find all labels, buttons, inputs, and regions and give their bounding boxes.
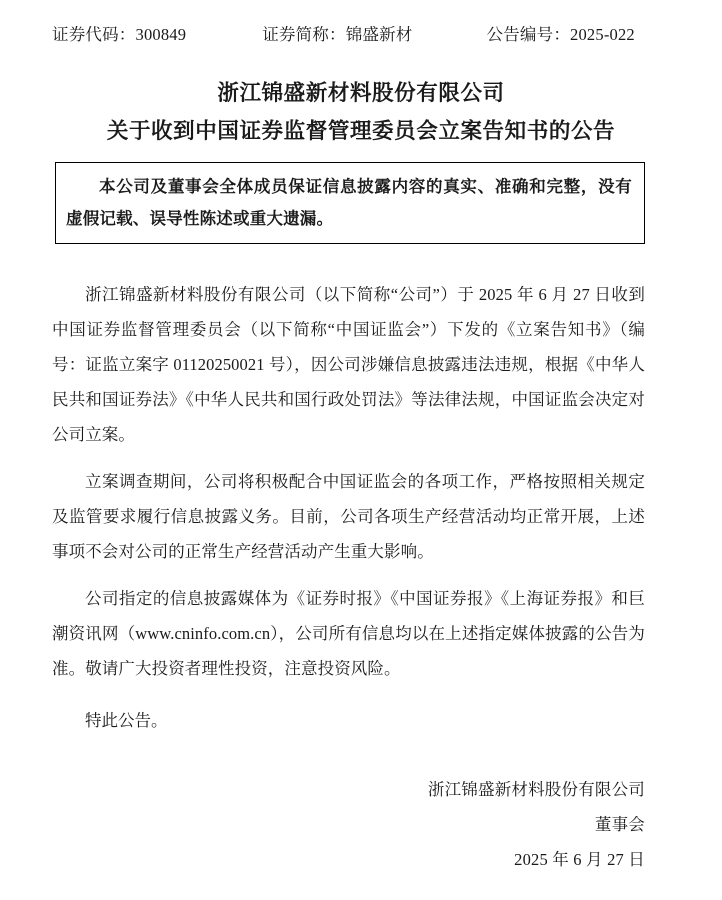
signature-company: 浙江锦盛新材料股份有限公司 <box>427 780 645 799</box>
announcement-number-value: 2025-022 <box>570 25 635 44</box>
body-paragraph-1: 浙江锦盛新材料股份有限公司（以下简称“公司”）于 2025 年 6 月 27 日收到中国证券监督管理委员会（以下简称“中国证监会”）下发的《立案告知书》（编号：证监立案字 01120250021 号），因公司涉嫌信息披露违法违规，根据《中华人民共和国证券法》《中华人民共和国行政处罚法》等法律法规，中国证监会决定对公司立案。 <box>52 285 645 444</box>
security-name-value: 锦盛新材 <box>345 25 413 44</box>
security-code-label: 证券代码： <box>52 25 136 44</box>
body-block <box>52 277 645 696</box>
body-paragraph-3: 公司指定的信息披露媒体为《证券时报》《中国证券报》《上海证券报》和巨潮资讯网（www.cninfo.com.cn），公司所有信息均以在上述指定媒体披露的公告为准。敬请广大投资者理性投资，注意投资风险。 <box>52 589 645 678</box>
disclaimer-box <box>55 162 645 244</box>
header-meta-row <box>52 20 662 46</box>
security-code-field <box>52 21 186 45</box>
signature-date: 2025 年 6 月 27 日 <box>514 850 645 869</box>
security-name-label: 证券简称： <box>262 25 346 44</box>
announcement-number-label: 公告编号： <box>486 25 571 44</box>
signature-board: 董事会 <box>594 815 645 834</box>
closing-statement: 特此公告。 <box>85 711 168 730</box>
body-paragraph-2: 立案调查期间，公司将积极配合中国证监会的各项工作，严格按照相关规定及监管要求履行信息披露义务。目前，公司各项生产经营活动均正常开展，上述事项不会对公司的正常生产经营活动产生重大影响。 <box>52 472 645 561</box>
title-block <box>0 74 722 150</box>
signature-block <box>52 772 645 877</box>
security-code-value: 300849 <box>135 25 187 44</box>
announcement-number-field <box>487 21 635 45</box>
security-name-field <box>262 21 412 45</box>
company-title-line: 浙江锦盛新材料股份有限公司 <box>217 81 505 105</box>
announcement-title-line: 关于收到中国证券监督管理委员会立案告知书的公告 <box>106 119 616 143</box>
disclaimer-text: 本公司及董事会全体成员保证信息披露内容的真实、准确和完整，没有虚假记载、误导性陈述或重大遗漏。 <box>66 178 632 228</box>
